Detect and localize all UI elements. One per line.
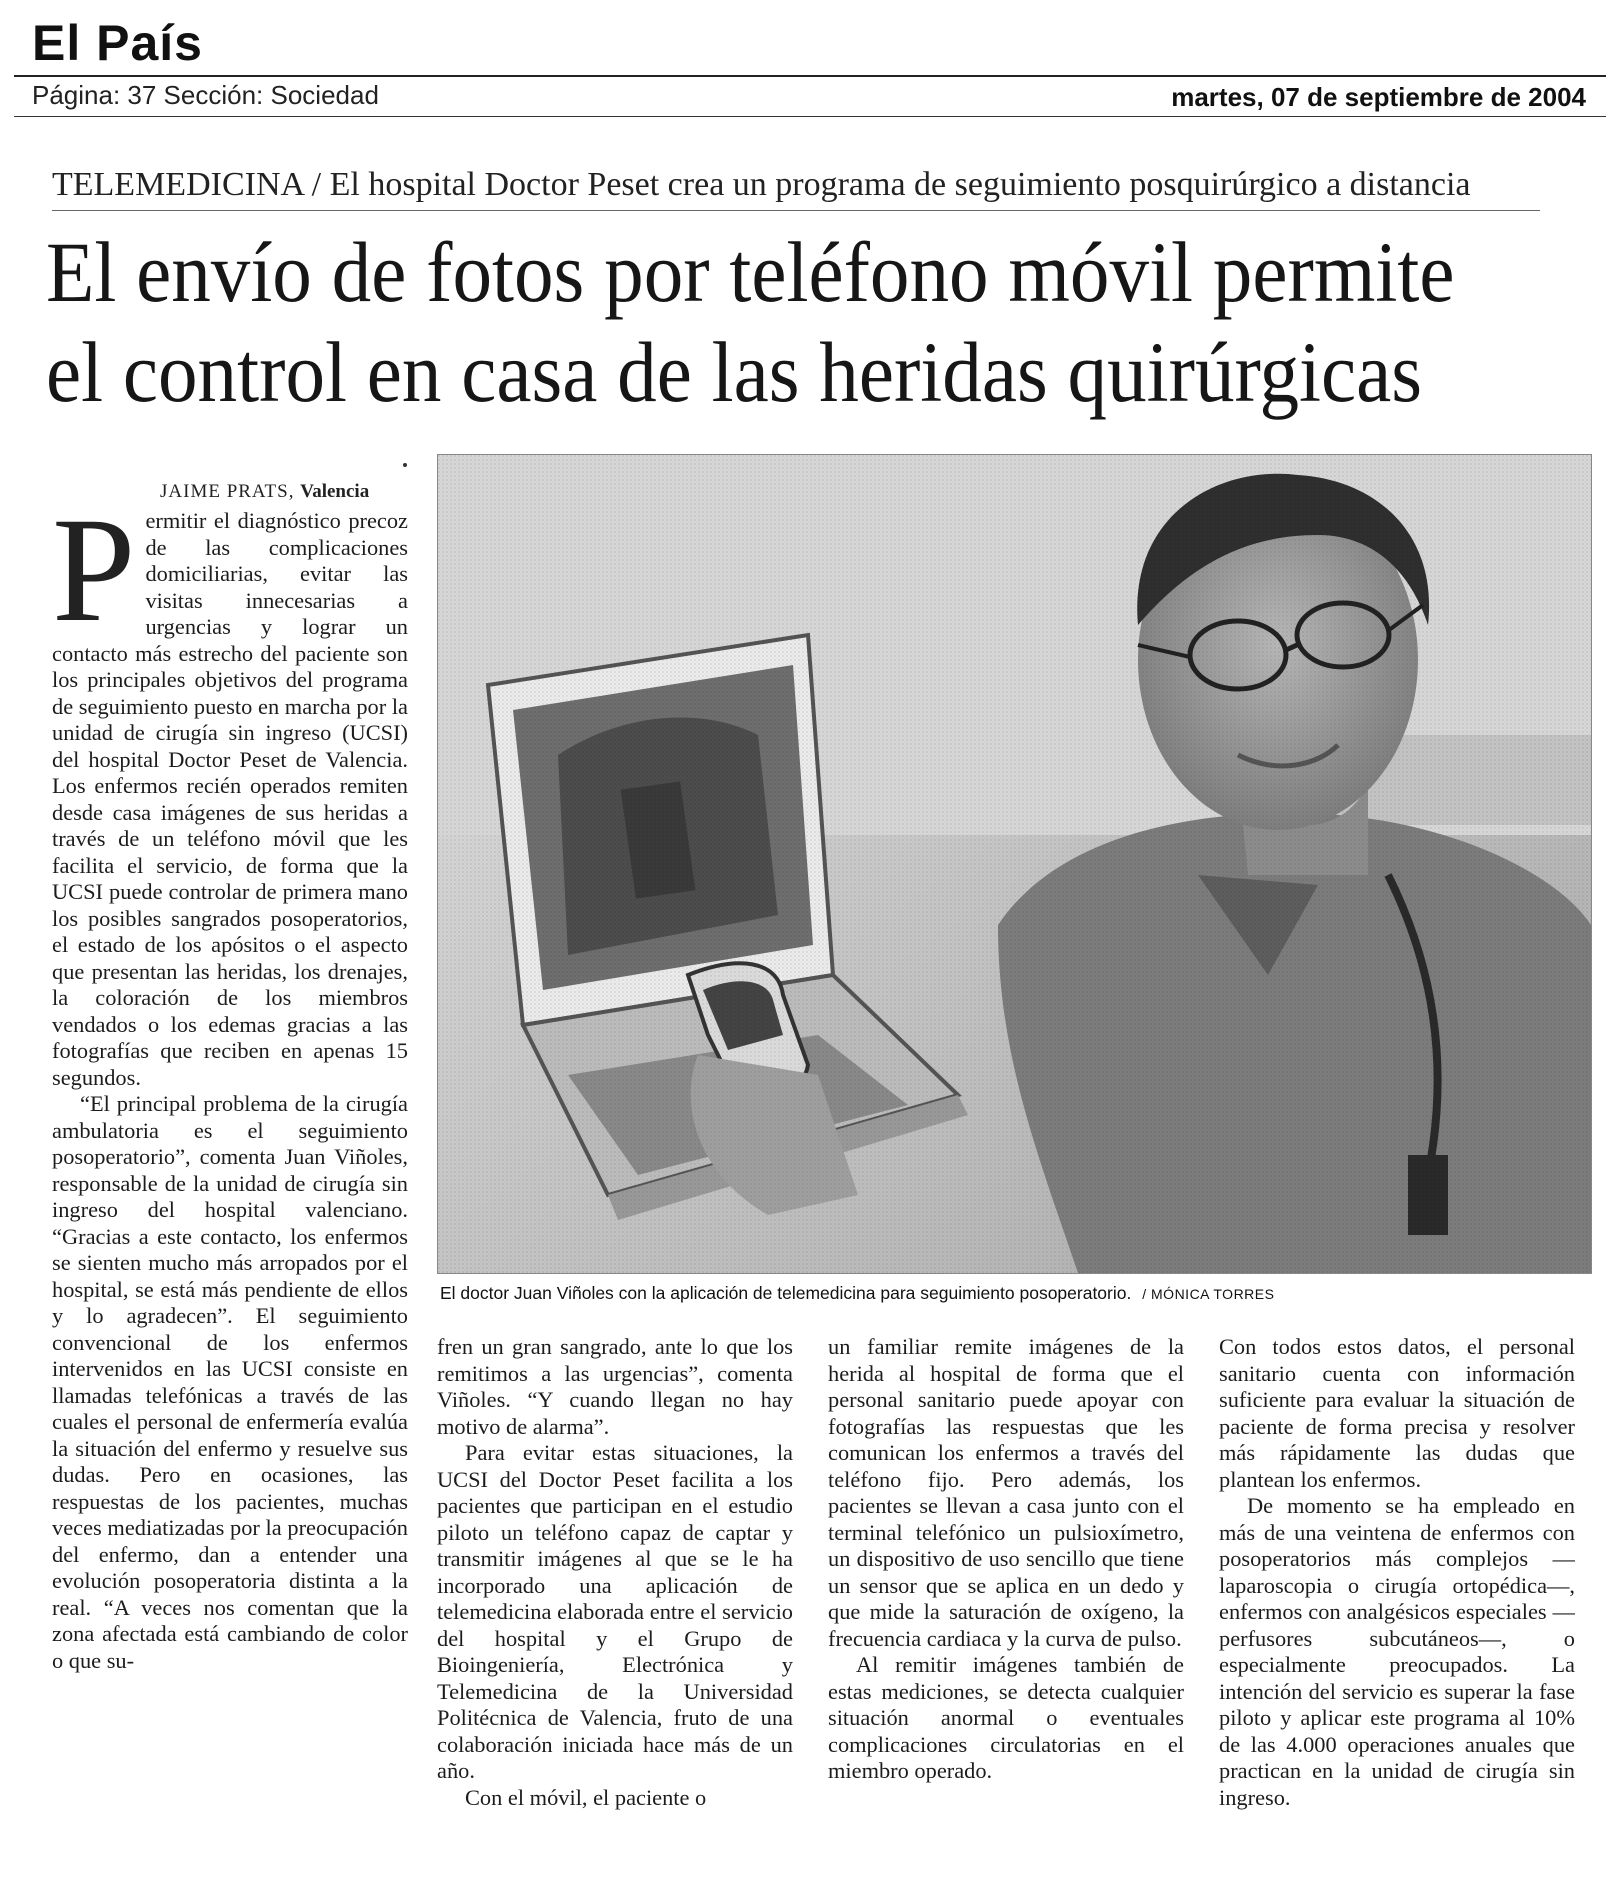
page-section-info: Página: 37 Sección: Sociedad (32, 80, 379, 110)
column-4-paragraph-2: De momento se ha empleado en más de una veintena de enfermos con posoperatorios más complejos —laparoscopia o cirugía ortopédica—, enfermos con analgésicos especiales —perfusores subcutáneos—, o especialmente preocupados. La intención del servicio es superar la fase piloto y aplicar este programa al 10% de las 4.000 operaciones anuales que practican en la unidad de cirugía sin ingreso. (1219, 1493, 1575, 1810)
print-speck (403, 463, 407, 467)
caption-text: El doctor Juan Viñoles con la aplicación de telemedicina para seguimiento posoperatorio. (440, 1283, 1132, 1303)
headline (46, 222, 1472, 422)
column-1-paragraph-1-text: ermitir el diagnóstico precoz de las complicaciones domiciliarias, evitar las visitas innecesarias a urgencias y lograr un contacto más estrecho del paciente son los principales objetivos del programa de seguimiento puesto en marcha por la unidad de cirugía sin ingreso (UCSI) del hospital Doctor Peset de Valencia. Los enfermos recién operados remiten desde casa imágenes de sus heridas a través de un teléfono móvil que les facilita el servicio, de forma que la UCSI puede controlar de primera mano los posibles sangrados posoperatorios, el estado de los apósitos o el aspecto que presentan las heridas, los drenajes, la coloración de los miembros vendados o los edemas gracias a las fotografías que reciben en apenas 15 segundos. (52, 508, 408, 1090)
section-rule (52, 210, 1540, 211)
header-bottom-rule (14, 116, 1606, 117)
header-rule (14, 75, 1606, 77)
article-photo (437, 454, 1592, 1274)
column-1-paragraph-1 (52, 508, 408, 1091)
publication-name: El País (32, 15, 203, 71)
photo-credit: / MÓNICA TORRES (1142, 1286, 1275, 1302)
publication-date: martes, 07 de septiembre de 2004 (1171, 82, 1586, 112)
headline-line-1: El envío de fotos por teléfono móvil permite (46, 224, 1455, 320)
section-tagline: TELEMEDICINA / El hospital Doctor Peset crea un programa de seguimiento posquirúrgico a distancia (52, 166, 1471, 203)
photo-doctor-with-laptop (438, 455, 1591, 1273)
byline-author: JAIME PRATS, (160, 481, 295, 502)
headline-line-2: el control en casa de las heridas quirúrgicas (46, 324, 1423, 420)
column-2-paragraph-2: Para evitar estas situaciones, la UCSI del Doctor Peset facilita a los pacientes que participan en el estudio piloto un teléfono capaz de captar y transmitir imágenes al que se le ha incorporado una aplicación de telemedicina elaborada entre el servicio del hospital y el Grupo de Bioingeniería, Electrónica y Telemedicina de la Universidad Politécnica de Valencia, fruto de una colaboración iniciada hace más de un año. (437, 1440, 793, 1783)
column-1-paragraph-2: “El principal problema de la cirugía ambulatoria es el seguimiento posoperatorio”, comenta Juan Viñoles, responsable de la unidad de cirugía sin ingreso del hospital valenciano. “Gracias a este contacto, los enfermos se sienten mucho más arropados por el hospital, se está más pendiente de ellos y lo agradecen”. El seguimiento convencional de los enfermos intervenidos en las UCSI consiste en llamadas telefónicas a través de las cuales el personal de enfermería evalúa la situación del enfermo y resuelve sus dudas. Pero en ocasiones, las respuestas de los pacientes, muchas veces mediatizadas por la preocupación del enfermo, dan a entender una evolución posoperatoria distinta a la real. “A veces nos comentan que la zona afectada está cambiando de color o que su- (52, 1091, 408, 1673)
column-2-paragraph-1: fren un gran sangrado, ante lo que los remitimos a las urgencias”, comenta Viñoles. “Y cuando llegan no hay motivo de alarma”. (437, 1334, 793, 1439)
byline (160, 481, 369, 503)
article-column-4 (1219, 1334, 1575, 1894)
column-3-paragraph-2: Al remitir imágenes también de estas mediciones, se detecta cualquier situación anormal o eventuales complicaciones circulatorias en el miembro operado. (828, 1652, 1184, 1783)
article-column-1 (52, 508, 408, 1893)
article-column-2 (437, 1334, 793, 1894)
drop-cap: P (52, 508, 136, 653)
column-3-paragraph-1: un familiar remite imágenes de la herida al hospital de forma que el personal sanitario puede apoyar con fotografías las respuestas que les comunican los enfermos a través del teléfono fijo. Pero además, los pacientes se llevan a casa junto con el terminal telefónico un pulsioxímetro, un dispositivo de uso sencillo que tiene un sensor que se aplica en un dedo y que mide la saturación de oxígeno, la frecuencia cardiaca y la curva de pulso. (828, 1334, 1184, 1651)
article-column-3 (828, 1334, 1184, 1894)
column-2-paragraph-3: Con el móvil, el paciente o (465, 1784, 707, 1810)
byline-place: Valencia (300, 481, 370, 502)
column-4-paragraph-1: Con todos estos datos, el personal sanitario cuenta con información suficiente para evaluar la situación de paciente de forma precisa y resolver más rápidamente las dudas que plantean los enfermos. (1219, 1334, 1575, 1492)
photo-caption (440, 1283, 1274, 1304)
